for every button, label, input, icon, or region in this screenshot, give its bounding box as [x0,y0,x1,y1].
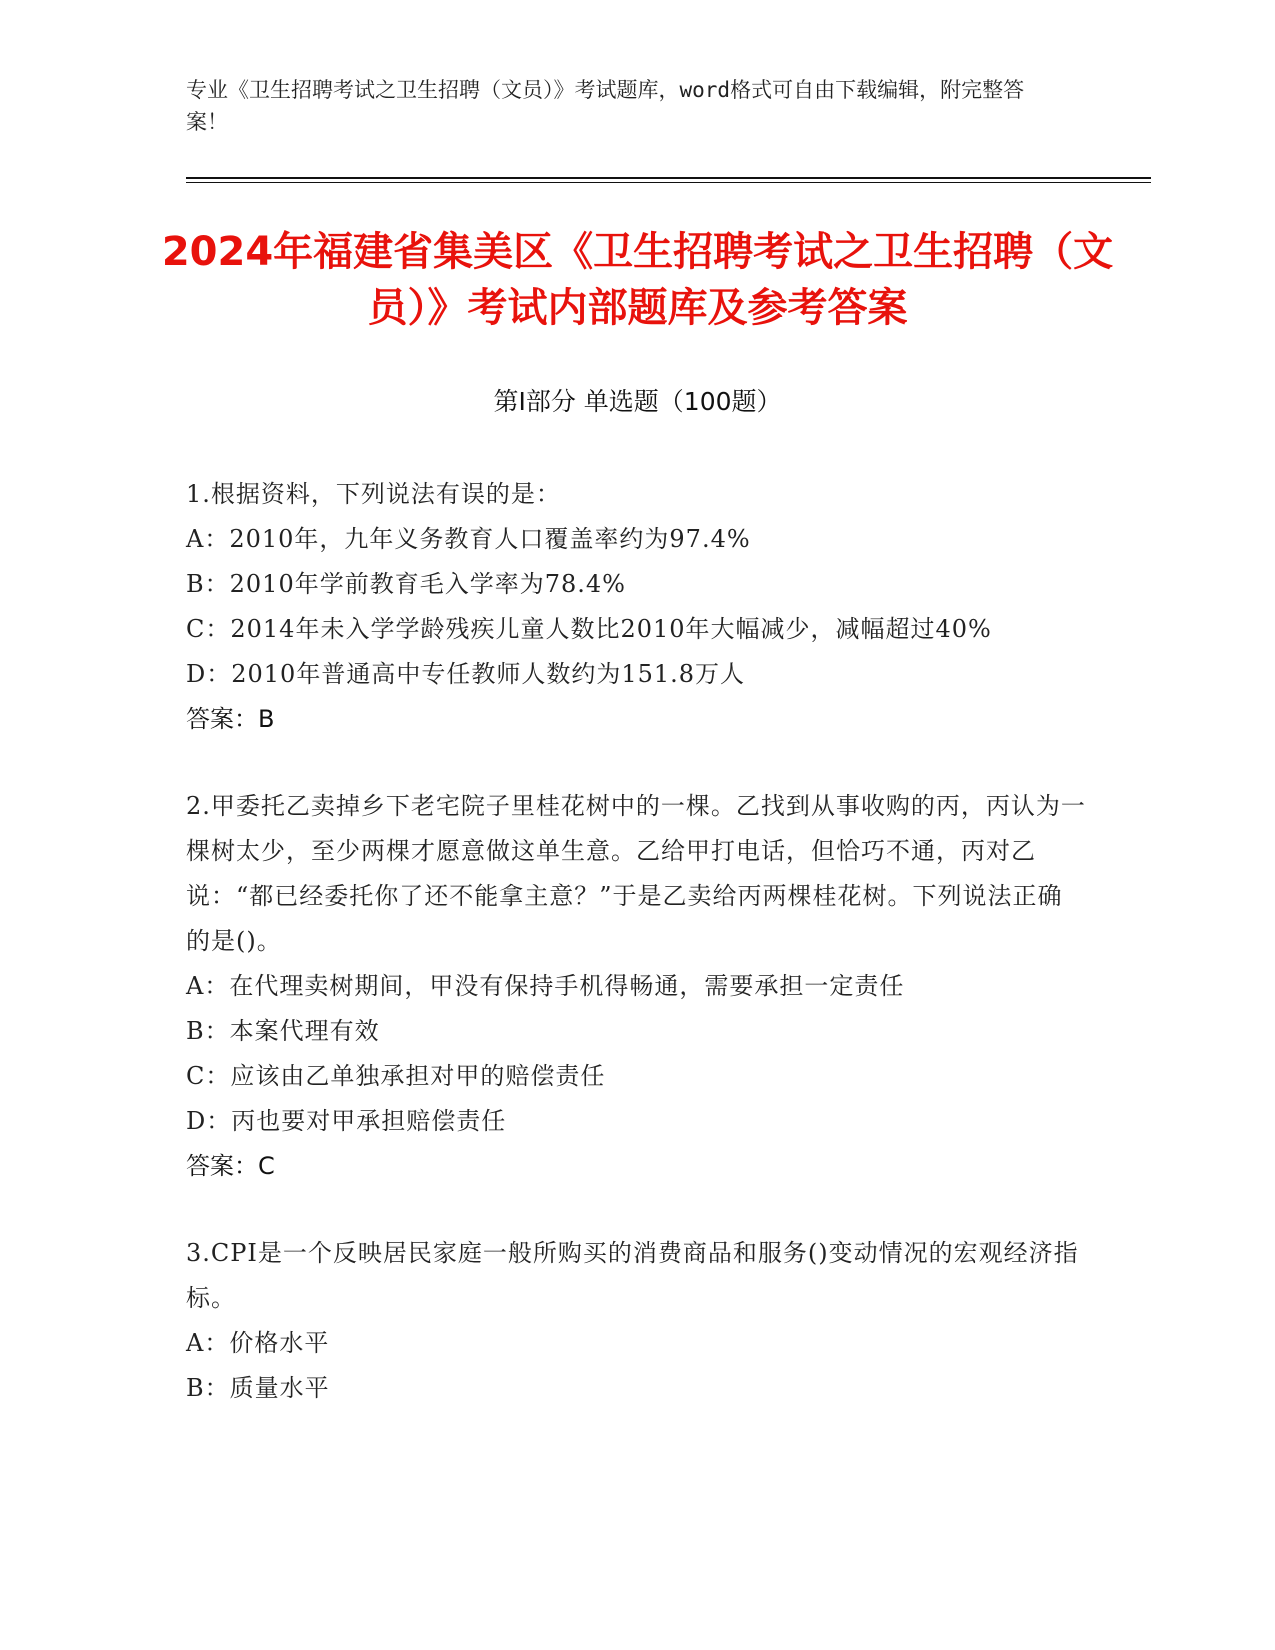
header-rule-thin [186,182,1151,183]
option-c: C：应该由乙单独承担对甲的赔偿责任 [186,1062,606,1090]
header-note: 专业《卫生招聘考试之卫生招聘（文员）》考试题库，word格式可自由下载编辑，附完整答案！ [186,78,1025,134]
option-a: A：2010年，九年义务教育人口覆盖率约为97.4% [186,525,751,553]
answer: 答案：B [186,705,275,733]
answer: 答案：C [186,1152,275,1180]
question-stem: 3.CPI是一个反映居民家庭一般所购买的消费商品和服务()变动情况的宏观经济指标。 [186,1239,1079,1312]
question-stem: 1.根据资料，下列说法有误的是： [186,480,561,508]
option-b: B：质量水平 [186,1374,330,1402]
section-title: 第Ⅰ部分 单选题（100题） [493,387,782,416]
option-c: C：2014年未入学学龄残疾儿童人数比2010年大幅减少，减幅超过40% [186,615,992,643]
option-d: D：2010年普通高中专任教师人数约为151.8万人 [186,660,746,688]
option-a: A：价格水平 [186,1329,330,1357]
question-3 [186,1231,1086,1411]
document-title: 2024年福建省集美区《卫生招聘考试之卫生招聘（文员）》考试内部题库及参考答案 [161,229,1114,331]
question-1 [186,472,1086,742]
option-d: D：丙也要对甲承担赔偿责任 [186,1107,507,1135]
question-2 [186,784,1086,1189]
option-b: B：2010年学前教育毛入学率为78.4% [186,570,626,598]
question-list [186,472,1086,1453]
option-b: B：本案代理有效 [186,1017,380,1045]
question-stem: 2.甲委托乙卖掉乡下老宅院子里桂花树中的一棵。乙找到从事收购的丙，丙认为一棵树太少，至少两棵才愿意做这单生意。乙给甲打电话，但恰巧不通，丙对乙说：“都已经委托你了还不能拿主意？”于是乙卖给丙两棵桂花树。下列说法正确的是()。 [186,792,1086,955]
option-a: A：在代理卖树期间，甲没有保持手机得畅通，需要承担一定责任 [186,972,905,1000]
header-rule-thick [186,177,1151,179]
